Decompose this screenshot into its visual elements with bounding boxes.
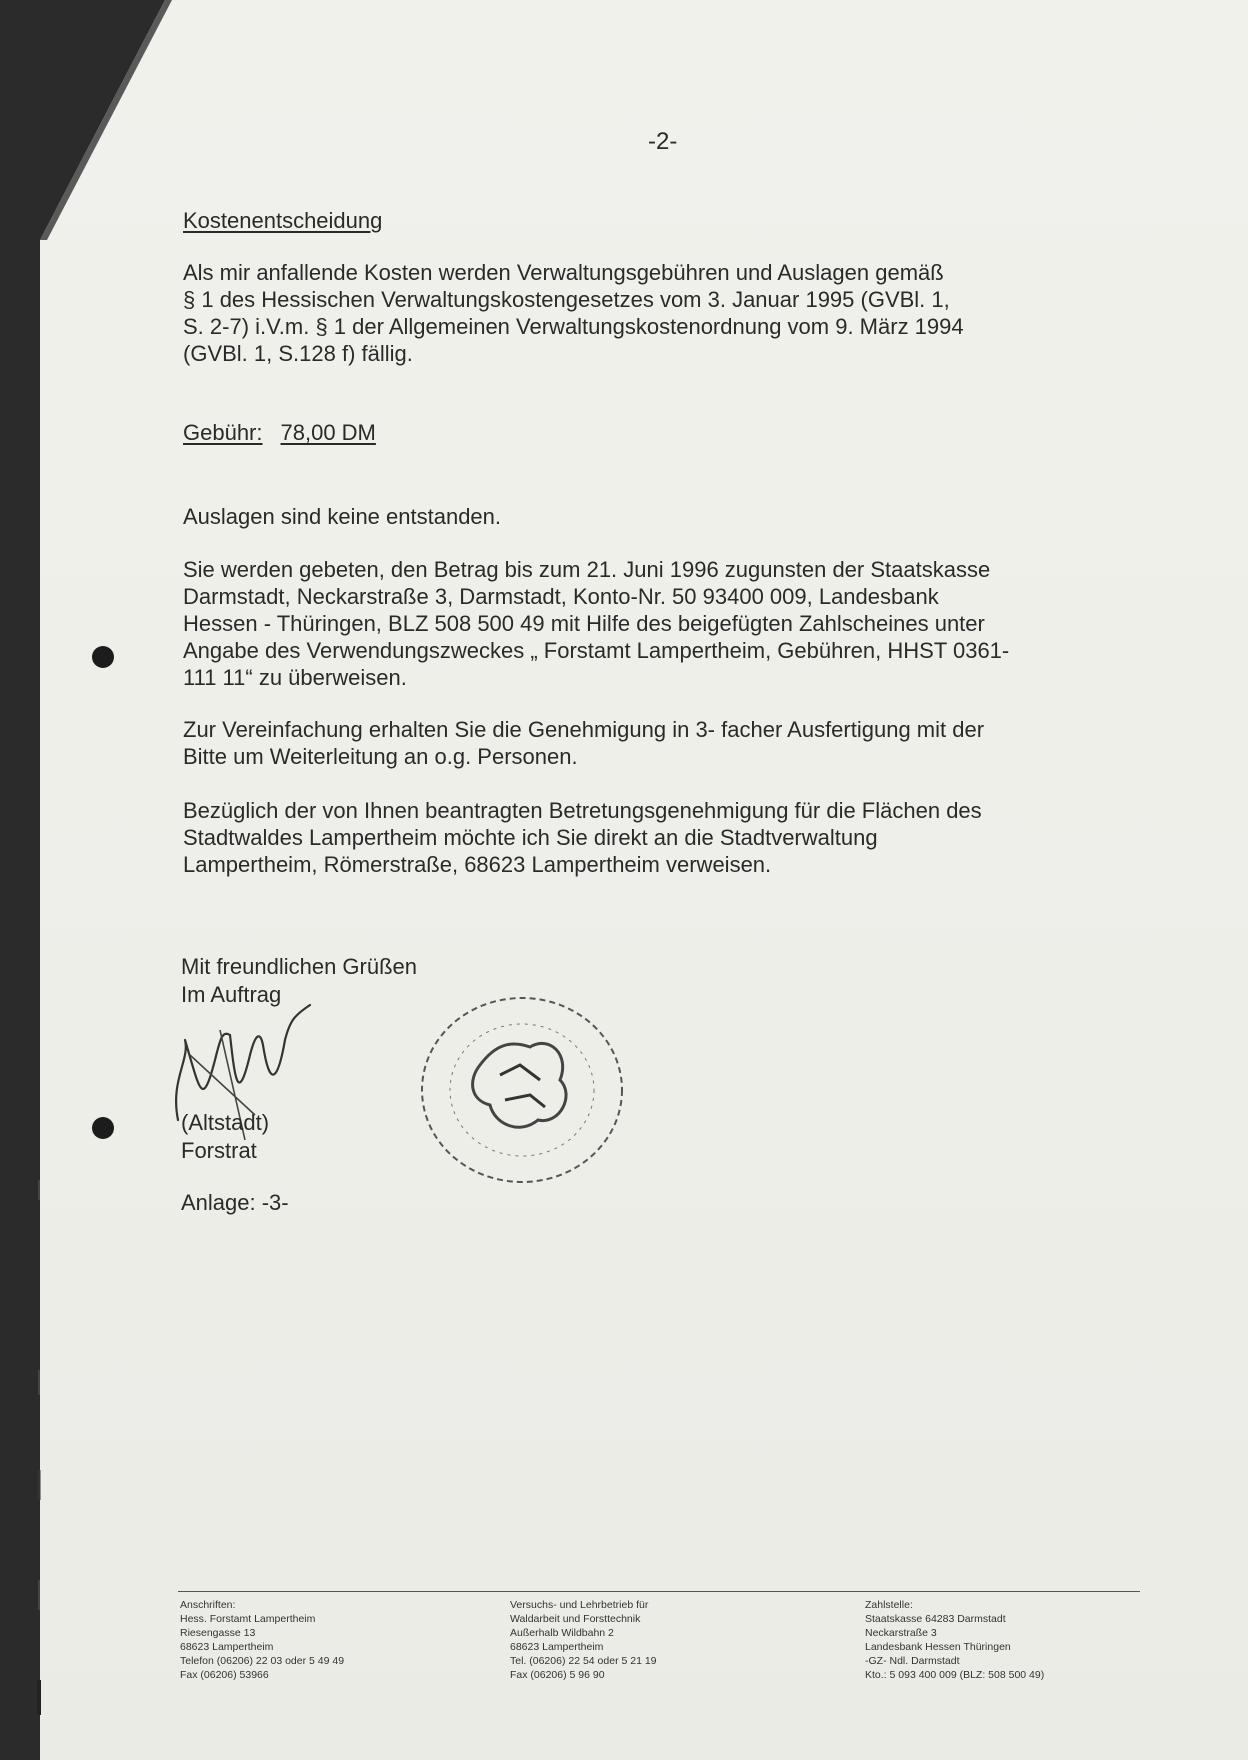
scan-edge-marks xyxy=(32,1000,46,1720)
footer-line: 68623 Lampertheim xyxy=(180,1641,274,1653)
expenses-paragraph: Auslagen sind keine entstanden. xyxy=(183,504,502,529)
simplification-paragraph: Zur Vereinfachung erhalten Sie die Genehmigung in 3- facher Ausfertigung mit der Bitte um Weiterleitung an o.g. Personen. xyxy=(183,717,985,769)
official-seal-stamp xyxy=(410,985,635,1195)
footer-addresses xyxy=(180,1598,344,1682)
signatory-title: Forstrat xyxy=(181,1138,257,1163)
footer-research-heading: Versuchs- und Lehrbetrieb für xyxy=(510,1599,649,1611)
footer-line: Tel. (06206) 22 54 oder 5 21 19 xyxy=(510,1655,657,1667)
footer-payment-office xyxy=(865,1598,1044,1682)
closing-on-behalf: Im Auftrag xyxy=(181,982,282,1007)
section-heading: Kostenentscheidung xyxy=(183,208,383,233)
punch-hole xyxy=(92,646,114,668)
access-paragraph: Bezüglich der von Ihnen beantragten Betretungsgenehmigung für die Flächen des Stadtwaldes Lampertheim möchte ich Sie direkt an die Stadtverwaltung Lampertheim, Römerstraße, 68623 Lampertheim verweisen. xyxy=(183,798,982,877)
punch-hole xyxy=(92,1117,114,1139)
fee-amount: 78,00 DM xyxy=(280,420,376,445)
page-number: -2- xyxy=(648,128,678,155)
footer-line: Außerhalb Wildbahn 2 xyxy=(510,1627,614,1639)
footer-line: -GZ- Ndl. Darmstadt xyxy=(865,1655,960,1667)
footer-payment-heading: Zahlstelle: xyxy=(865,1599,913,1611)
costs-paragraph: Als mir anfallende Kosten werden Verwaltungsgebühren und Auslagen gemäß § 1 des Hessischen Verwaltungskostengesetzes vom 3. Januar 1995 (GVBl. 1, S. 2-7) i.V.m. § 1 der Allgemeinen Verwaltungskostenordnung vom 9. März 1994 (GVBl. 1, S.128 f) fällig. xyxy=(183,260,964,366)
footer-line: Hess. Forstamt Lampertheim xyxy=(180,1613,316,1625)
footer-line: Riesengasse 13 xyxy=(180,1627,256,1639)
fee-label: Gebühr: xyxy=(183,420,263,445)
signatory-name: (Altstadt) xyxy=(181,1110,270,1135)
fee-line xyxy=(183,420,376,446)
attachment-note: Anlage: -3- xyxy=(181,1190,289,1215)
footer-line: Staatskasse 64283 Darmstadt xyxy=(865,1613,1006,1625)
footer-line: Fax (06206) 5 96 90 xyxy=(510,1669,605,1681)
footer-line: 68623 Lampertheim xyxy=(510,1641,604,1653)
footer-line: Fax (06206) 53966 xyxy=(180,1669,269,1681)
footer-line: Waldarbeit und Forsttechnik xyxy=(510,1613,641,1625)
footer-line: Telefon (06206) 22 03 oder 5 49 49 xyxy=(180,1655,345,1667)
footer-research xyxy=(510,1598,657,1682)
footer-addresses-heading: Anschriften: xyxy=(180,1599,236,1611)
footer-line: Neckarstraße 3 xyxy=(865,1627,937,1639)
footer-line: Landesbank Hessen Thüringen xyxy=(865,1641,1011,1653)
closing-greeting: Mit freundlichen Grüßen xyxy=(181,954,417,979)
handwritten-signature xyxy=(160,1000,330,1160)
footer-line: Kto.: 5 093 400 009 (BLZ: 508 500 49) xyxy=(865,1669,1045,1681)
payment-paragraph: Sie werden gebeten, den Betrag bis zum 21. Juni 1996 zugunsten der Staatskasse Darmstadt, Neckarstraße 3, Darmstadt, Konto-Nr. 50 93400 009, Landesbank Hessen - Thüringen, BLZ 508 500 49 mit Hilfe des beigefügten Zahlscheines unter Angabe des Verwendungszweckes „ Forstamt Lampertheim, Gebühren, HHST 0361- 111 11“ zu überweisen. xyxy=(183,557,1010,690)
footer-divider xyxy=(178,1591,1140,1592)
